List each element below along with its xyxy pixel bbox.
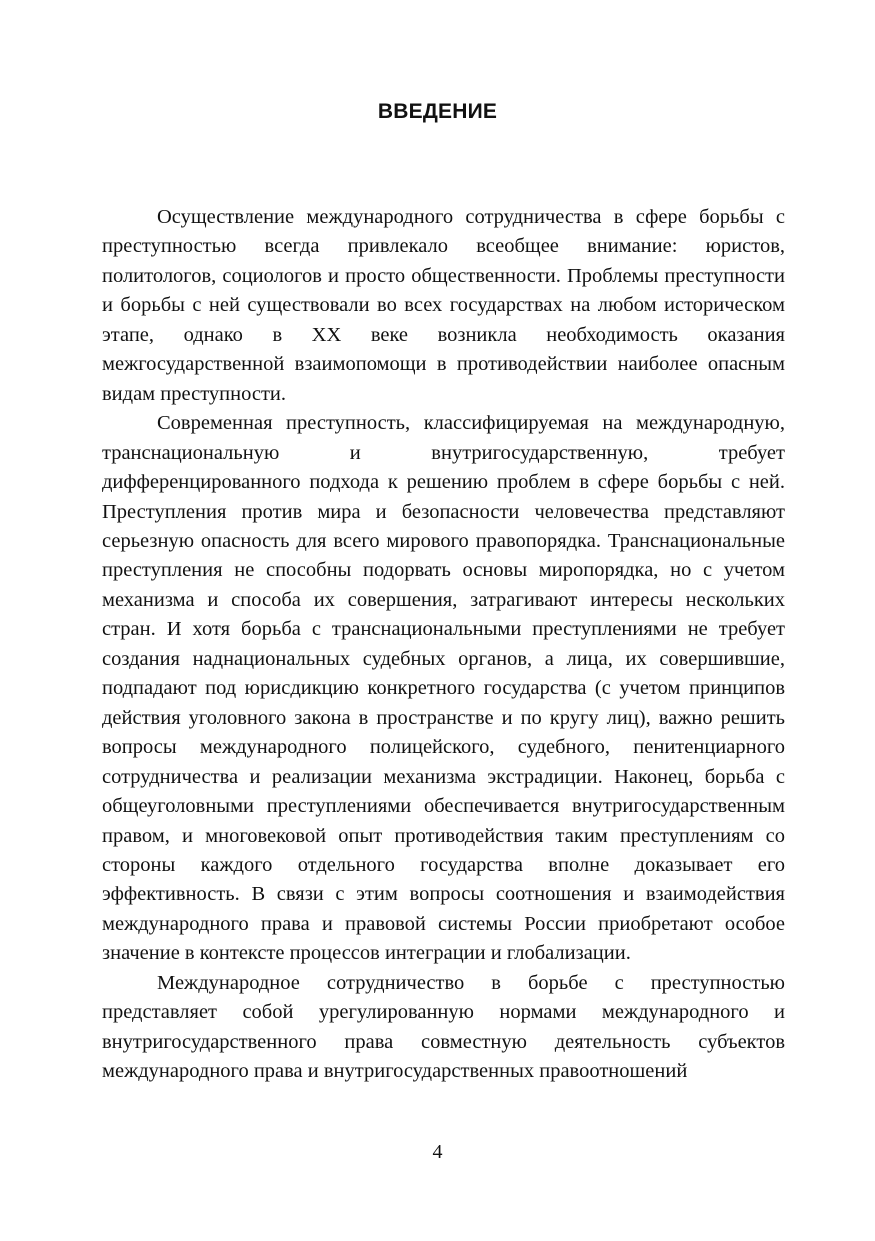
body-text	[102, 203, 785, 1087]
paragraph: Международное сотрудничество в борьбе с преступностью представляет собой урегулированную нормами международного и внутригосударственного права совместную деятельность субъектов международного права и внутригосударственных правоотношений	[102, 971, 785, 1083]
page-heading: ВВЕДЕНИЕ	[377, 100, 498, 123]
page-number: 4	[432, 1141, 443, 1163]
paragraph: Современная преступность, классифицируемая на международную, транснациональную и внутригосударственную, требует дифференцированного подхода к решению проблем в сфере борьбы с ней. Преступления против мира и безопасности человечества представляют серьезную опасность для всего мирового правопорядка. Транснациональные преступления не способны подорвать основы миропорядка, но с учетом механизма и способа их совершения, затрагивают интересы нескольких стран. И хотя борьба с транснациональными преступлениями не требует создания наднациональных судебных органов, а лица, их совершившие, подпадают под юрисдикцию конкретного государства (с учетом принципов действия уголовного закона в пространстве и по кругу лиц), важно решить вопросы международного полицейского, судебного, пенитенциарного сотрудничества и реализации механизма экстрадиции. Наконец, борьба с общеуголовными преступлениями обеспечивается внутригосударственным правом, и многовековой опыт противодействия таким преступлениям со стороны каждого отдельного государства вполне доказывает его эффективность. В связи с этим вопросы соотношения и взаимодействия международного права и правовой системы России приобретают особое значение в контексте процессов интеграции и глобализации.	[102, 412, 785, 965]
paragraph: Осуществление международного сотрудничества в сфере борьбы с преступностью всегда привлекало всеобщее внимание: юристов, политологов, социологов и просто общественности. Проблемы преступности и борьбы с ней существовали во всех государствах на любом историческом этапе, однако в XX веке возникла необходимость оказания межгосударственной взаимопомощи в противодействии наиболее опасным видам преступности.	[102, 206, 785, 405]
